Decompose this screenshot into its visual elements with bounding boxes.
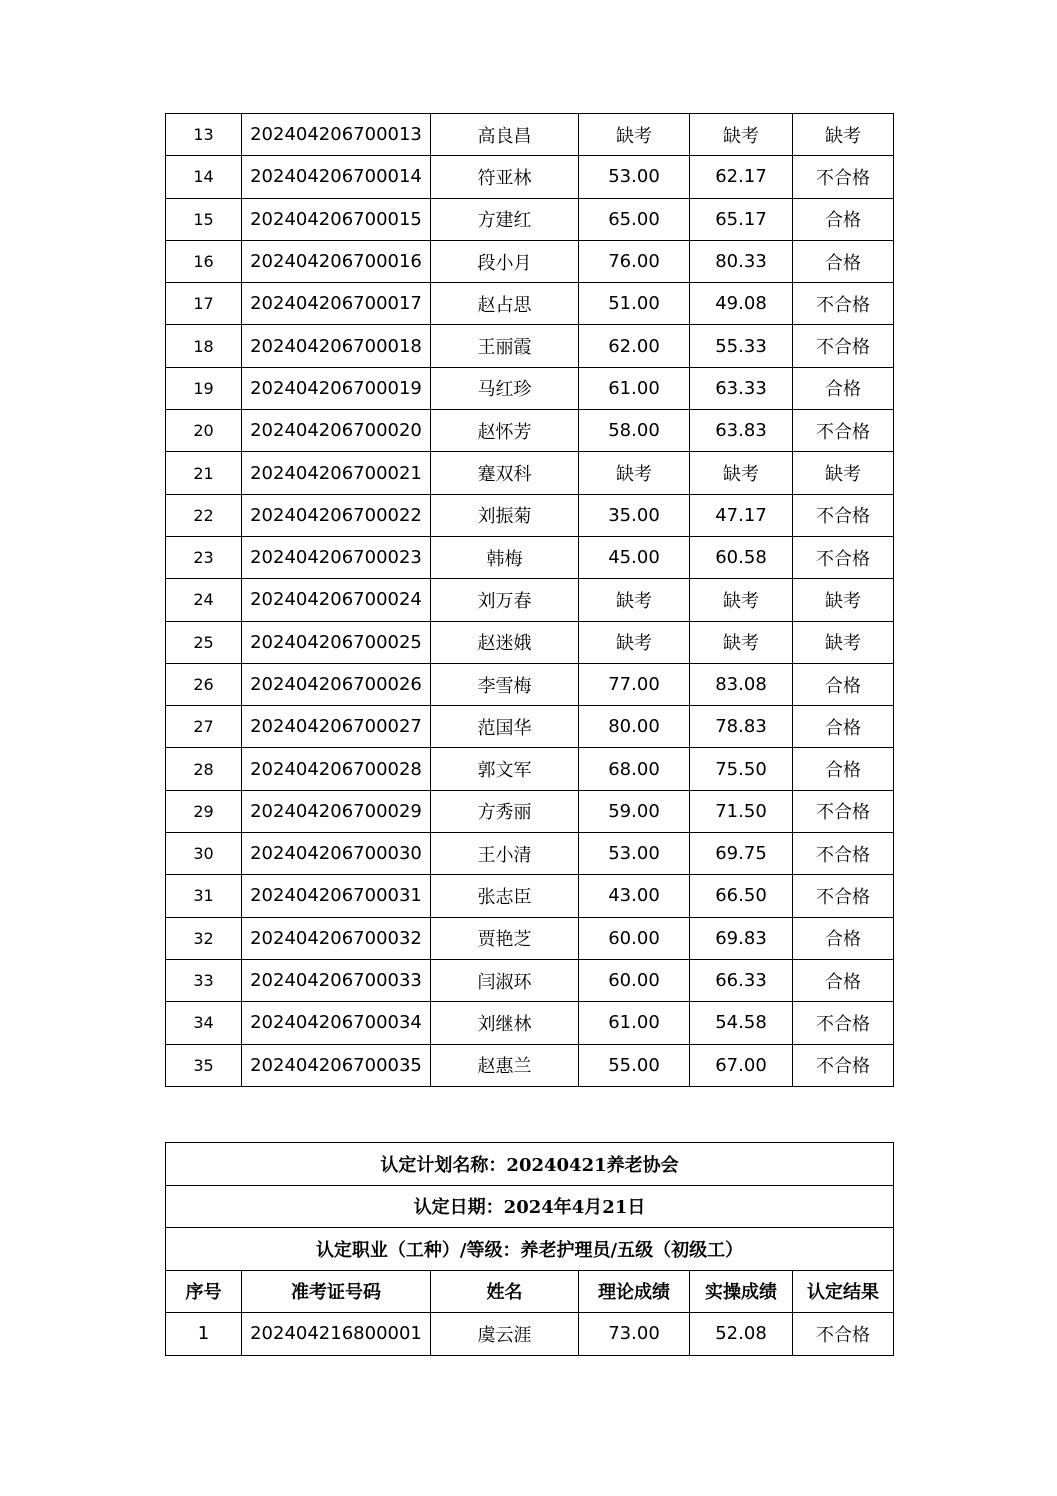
- cell-name: 赵占思: [431, 283, 579, 325]
- cell-ticket-number: 202404206700024: [242, 579, 431, 621]
- cell-name: 王小清: [431, 833, 579, 875]
- cell-result: 不合格: [793, 1002, 894, 1044]
- table-row: [166, 198, 894, 240]
- cell-result: 不合格: [793, 283, 894, 325]
- cell-ticket-number: 202404206700032: [242, 917, 431, 959]
- cell-name: 郭文军: [431, 748, 579, 790]
- cell-result: 不合格: [793, 833, 894, 875]
- header-row: [166, 1270, 894, 1313]
- cell-practical-score: 75.50: [690, 748, 793, 790]
- cell-theory-score: 61.00: [579, 1002, 690, 1044]
- cell-result: 不合格: [793, 875, 894, 917]
- cell-seq: 19: [166, 367, 242, 409]
- cell-practical-score: 49.08: [690, 283, 793, 325]
- cell-practical-score: 52.08: [690, 1313, 793, 1356]
- score-table-body: [166, 114, 894, 1087]
- cell-name: 范国华: [431, 706, 579, 748]
- cell-ticket-number: 202404206700013: [242, 114, 431, 156]
- table-row: [166, 240, 894, 282]
- cell-ticket-number: 202404216800001: [242, 1313, 431, 1356]
- cell-seq: 23: [166, 536, 242, 578]
- cell-theory-score: 43.00: [579, 875, 690, 917]
- table-row: [166, 1313, 894, 1356]
- cell-result: 缺考: [793, 452, 894, 494]
- cell-result: 不合格: [793, 156, 894, 198]
- cell-theory-score: 55.00: [579, 1044, 690, 1086]
- cell-result: 合格: [793, 917, 894, 959]
- table-row: [166, 917, 894, 959]
- cell-practical-score: 62.17: [690, 156, 793, 198]
- table-row: [166, 410, 894, 452]
- cell-practical-score: 缺考: [690, 114, 793, 156]
- cell-name: 方秀丽: [431, 790, 579, 832]
- cell-name: 贾艳芝: [431, 917, 579, 959]
- cell-result: 合格: [793, 198, 894, 240]
- cell-name: 刘继林: [431, 1002, 579, 1044]
- cell-practical-score: 71.50: [690, 790, 793, 832]
- cell-ticket-number: 202404206700026: [242, 663, 431, 705]
- cell-theory-score: 51.00: [579, 283, 690, 325]
- cell-theory-score: 60.00: [579, 917, 690, 959]
- cell-theory-score: 45.00: [579, 536, 690, 578]
- cell-ticket-number: 202404206700021: [242, 452, 431, 494]
- cell-result: 不合格: [793, 790, 894, 832]
- cell-seq: 28: [166, 748, 242, 790]
- cell-ticket-number: 202404206700028: [242, 748, 431, 790]
- cell-name: 方建红: [431, 198, 579, 240]
- cell-theory-score: 77.00: [579, 663, 690, 705]
- cell-result: 不合格: [793, 1313, 894, 1356]
- table-row: [166, 1044, 894, 1086]
- certification-table: [165, 1142, 894, 1356]
- occupation-level: 认定职业（工种）/等级：养老护理员/五级（初级工）: [166, 1228, 894, 1271]
- cell-seq: 13: [166, 114, 242, 156]
- cell-theory-score: 62.00: [579, 325, 690, 367]
- cell-theory-score: 35.00: [579, 494, 690, 536]
- table-row: [166, 621, 894, 663]
- cell-result: 不合格: [793, 325, 894, 367]
- cell-ticket-number: 202404206700033: [242, 959, 431, 1001]
- cell-practical-score: 缺考: [690, 579, 793, 621]
- cell-theory-score: 53.00: [579, 156, 690, 198]
- cell-name: 赵怀芳: [431, 410, 579, 452]
- cell-theory-score: 68.00: [579, 748, 690, 790]
- cell-ticket-number: 202404206700022: [242, 494, 431, 536]
- cell-practical-score: 67.00: [690, 1044, 793, 1086]
- header-practical-score: 实操成绩: [690, 1270, 793, 1313]
- cell-theory-score: 80.00: [579, 706, 690, 748]
- header-seq: 序号: [166, 1270, 242, 1313]
- cell-ticket-number: 202404206700018: [242, 325, 431, 367]
- cell-seq: 14: [166, 156, 242, 198]
- cell-theory-score: 60.00: [579, 959, 690, 1001]
- cell-practical-score: 65.17: [690, 198, 793, 240]
- cell-seq: 18: [166, 325, 242, 367]
- cell-seq: 30: [166, 833, 242, 875]
- cell-practical-score: 66.50: [690, 875, 793, 917]
- table-row: [166, 494, 894, 536]
- cell-seq: 20: [166, 410, 242, 452]
- cell-name: 蹇双科: [431, 452, 579, 494]
- cell-name: 韩梅: [431, 536, 579, 578]
- cell-name: 符亚林: [431, 156, 579, 198]
- cell-name: 李雪梅: [431, 663, 579, 705]
- cell-practical-score: 缺考: [690, 452, 793, 494]
- cell-practical-score: 63.33: [690, 367, 793, 409]
- cell-practical-score: 63.83: [690, 410, 793, 452]
- table-row: [166, 283, 894, 325]
- cell-practical-score: 80.33: [690, 240, 793, 282]
- cell-theory-score: 65.00: [579, 198, 690, 240]
- cell-ticket-number: 202404206700031: [242, 875, 431, 917]
- cell-practical-score: 55.33: [690, 325, 793, 367]
- cell-practical-score: 60.58: [690, 536, 793, 578]
- cell-result: 不合格: [793, 494, 894, 536]
- cell-result: 缺考: [793, 114, 894, 156]
- table-row: [166, 452, 894, 494]
- cell-name: 王丽霞: [431, 325, 579, 367]
- occupation-row: [166, 1228, 894, 1271]
- table-row: [166, 748, 894, 790]
- cell-practical-score: 69.83: [690, 917, 793, 959]
- cell-theory-score: 58.00: [579, 410, 690, 452]
- table-row: [166, 959, 894, 1001]
- cell-ticket-number: 202404206700023: [242, 536, 431, 578]
- cell-seq: 16: [166, 240, 242, 282]
- cell-ticket-number: 202404206700030: [242, 833, 431, 875]
- date-row: [166, 1185, 894, 1228]
- cell-theory-score: 缺考: [579, 579, 690, 621]
- cell-seq: 32: [166, 917, 242, 959]
- cell-theory-score: 缺考: [579, 114, 690, 156]
- cell-ticket-number: 202404206700019: [242, 367, 431, 409]
- cell-ticket-number: 202404206700015: [242, 198, 431, 240]
- cell-result: 合格: [793, 240, 894, 282]
- cell-name: 赵惠兰: [431, 1044, 579, 1086]
- cell-theory-score: 59.00: [579, 790, 690, 832]
- cell-ticket-number: 202404206700027: [242, 706, 431, 748]
- table-row: [166, 325, 894, 367]
- table-row: [166, 156, 894, 198]
- header-theory-score: 理论成绩: [579, 1270, 690, 1313]
- cell-ticket-number: 202404206700025: [242, 621, 431, 663]
- cell-seq: 26: [166, 663, 242, 705]
- cell-seq: 15: [166, 198, 242, 240]
- table-row: [166, 1002, 894, 1044]
- cell-seq: 21: [166, 452, 242, 494]
- plan-name: 认定计划名称：20240421养老协会: [166, 1143, 894, 1186]
- cell-ticket-number: 202404206700035: [242, 1044, 431, 1086]
- score-table-continued: [165, 113, 894, 1087]
- table-row: [166, 790, 894, 832]
- cell-seq: 22: [166, 494, 242, 536]
- cell-theory-score: 缺考: [579, 452, 690, 494]
- cell-result: 不合格: [793, 410, 894, 452]
- cell-seq: 33: [166, 959, 242, 1001]
- cell-ticket-number: 202404206700017: [242, 283, 431, 325]
- cell-practical-score: 78.83: [690, 706, 793, 748]
- cell-result: 缺考: [793, 621, 894, 663]
- cell-name: 段小月: [431, 240, 579, 282]
- cell-theory-score: 76.00: [579, 240, 690, 282]
- cell-ticket-number: 202404206700016: [242, 240, 431, 282]
- header-name: 姓名: [431, 1270, 579, 1313]
- cell-seq: 31: [166, 875, 242, 917]
- cell-name: 马红珍: [431, 367, 579, 409]
- cell-result: 不合格: [793, 1044, 894, 1086]
- table-row: [166, 833, 894, 875]
- cell-seq: 34: [166, 1002, 242, 1044]
- cell-name: 闫淑环: [431, 959, 579, 1001]
- header-ticket-number: 准考证号码: [242, 1270, 431, 1313]
- cell-name: 虞云涯: [431, 1313, 579, 1356]
- table-row: [166, 875, 894, 917]
- cell-seq: 35: [166, 1044, 242, 1086]
- table-row: [166, 114, 894, 156]
- cell-seq: 29: [166, 790, 242, 832]
- cell-practical-score: 69.75: [690, 833, 793, 875]
- cell-ticket-number: 202404206700034: [242, 1002, 431, 1044]
- cell-theory-score: 53.00: [579, 833, 690, 875]
- cell-result: 合格: [793, 748, 894, 790]
- cell-seq: 25: [166, 621, 242, 663]
- table-row: [166, 536, 894, 578]
- cell-ticket-number: 202404206700020: [242, 410, 431, 452]
- cell-name: 张志臣: [431, 875, 579, 917]
- cell-result: 缺考: [793, 579, 894, 621]
- cell-result: 不合格: [793, 536, 894, 578]
- cell-seq: 1: [166, 1313, 242, 1356]
- cell-theory-score: 缺考: [579, 621, 690, 663]
- cell-result: 合格: [793, 663, 894, 705]
- cell-ticket-number: 202404206700014: [242, 156, 431, 198]
- cell-result: 合格: [793, 706, 894, 748]
- cell-name: 赵迷娥: [431, 621, 579, 663]
- cell-practical-score: 54.58: [690, 1002, 793, 1044]
- cell-result: 合格: [793, 367, 894, 409]
- cell-name: 刘振菊: [431, 494, 579, 536]
- cell-practical-score: 47.17: [690, 494, 793, 536]
- plan-name-row: [166, 1143, 894, 1186]
- cell-practical-score: 83.08: [690, 663, 793, 705]
- header-result: 认定结果: [793, 1270, 894, 1313]
- cell-practical-score: 66.33: [690, 959, 793, 1001]
- cell-result: 合格: [793, 959, 894, 1001]
- cell-seq: 24: [166, 579, 242, 621]
- table-row: [166, 579, 894, 621]
- cell-name: 高良昌: [431, 114, 579, 156]
- cell-name: 刘万春: [431, 579, 579, 621]
- table-row: [166, 706, 894, 748]
- cell-theory-score: 61.00: [579, 367, 690, 409]
- cell-seq: 27: [166, 706, 242, 748]
- certification-date: 认定日期：2024年4月21日: [166, 1185, 894, 1228]
- cell-ticket-number: 202404206700029: [242, 790, 431, 832]
- table-row: [166, 367, 894, 409]
- table-row: [166, 663, 894, 705]
- cell-theory-score: 73.00: [579, 1313, 690, 1356]
- cell-seq: 17: [166, 283, 242, 325]
- cell-practical-score: 缺考: [690, 621, 793, 663]
